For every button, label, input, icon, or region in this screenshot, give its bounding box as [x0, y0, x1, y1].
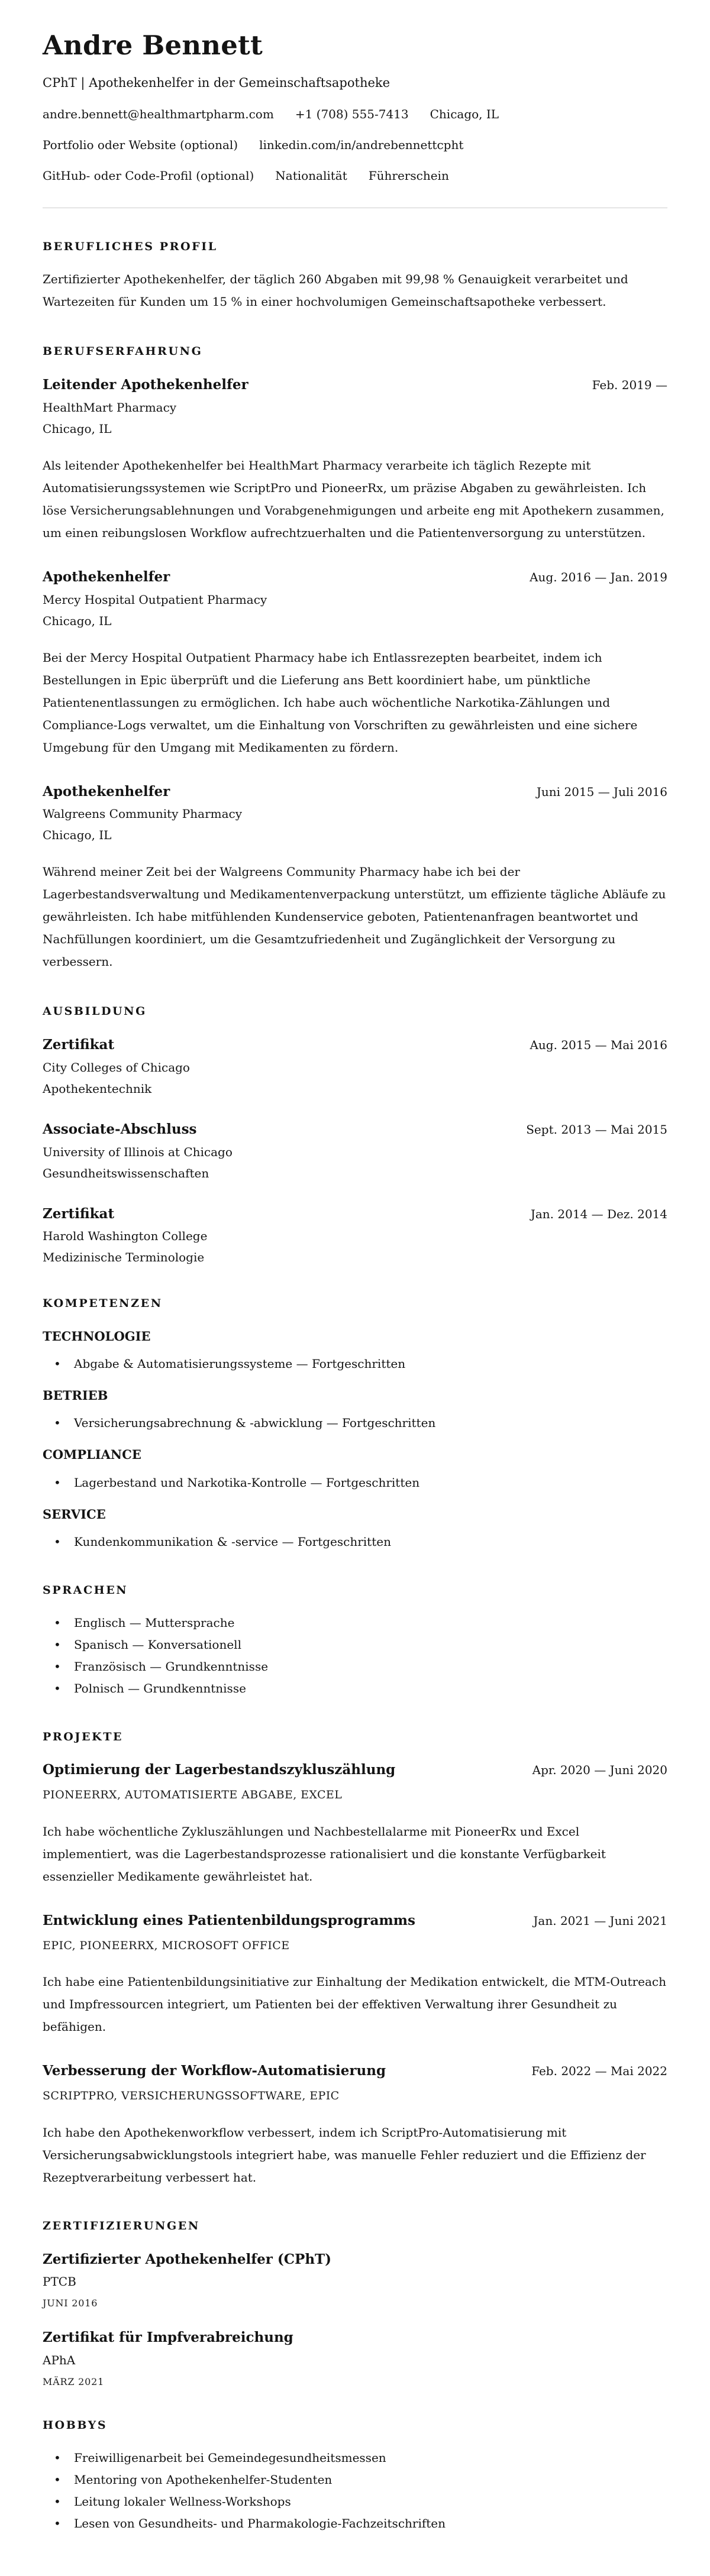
contact-row-3: [43, 169, 667, 183]
job-title: Apothekenhelfer: [43, 568, 170, 585]
job-title: Apothekenhelfer: [43, 783, 170, 800]
education-entry: [43, 1037, 667, 1096]
contact-row-1: [43, 107, 667, 122]
hobby-item: • Mentoring von Apothekenhelfer-Studenten: [43, 2469, 667, 2491]
education-entry: [43, 1206, 667, 1266]
project-date-range: Apr. 2020 — Juni 2020: [532, 1763, 667, 1778]
section-certifications-label: ZERTIFIZIERUNGEN: [43, 2219, 200, 2232]
language-item: • Polnisch — Grundkenntnisse: [43, 1678, 667, 1700]
education-date-range: Aug. 2015 — Mai 2016: [530, 1038, 667, 1053]
job-head: [43, 377, 667, 394]
skill-list: [43, 1531, 667, 1553]
certification-org: PTCB: [43, 2274, 76, 2289]
education-section: [43, 1005, 667, 1265]
language-list: [43, 1612, 667, 1700]
skill-group: [43, 1447, 667, 1493]
certification-date: JUNI 2016: [43, 2297, 98, 2309]
project-date-range: Feb. 2022 — Mai 2022: [531, 2064, 667, 2079]
education-head: [43, 1037, 667, 1054]
project-head: [43, 1912, 667, 1930]
language-item: • Spanisch — Konversationell: [43, 1634, 667, 1656]
certification-org: APhA: [43, 2353, 76, 2368]
degree-title: Zertifikat: [43, 1205, 115, 1222]
section-profile-label: BERUFLICHES PROFIL: [43, 240, 218, 253]
project-description: Ich habe eine Patientenbildungsinitiative zur Einhaltung der Medikation entwickelt, die MTM-Outreach und Impfressourcen integriert, um Patienten bei der effektiven Verwaltung ihrer Gesundheit zu befähigen.: [43, 1975, 666, 2034]
job-location: Chicago, IL: [43, 828, 112, 843]
language-item: • Englisch — Muttersprache: [43, 1612, 667, 1634]
project-tools: EPIC, PIONEERRX, MICROSOFT OFFICE: [43, 1939, 290, 1952]
skill-group-title: TECHNOLOGIE: [43, 1329, 151, 1344]
education-date-range: Jan. 2014 — Dez. 2014: [530, 1206, 667, 1221]
project-description: Ich habe den Apothekenworkflow verbessert, indem ich ScriptPro-Automatisierung mit Versicherungsabwicklungstools integriert habe, was manuelle Fehler reduziert und die Effizienz der Rezeptverarbeitung verbessert hat.: [43, 2125, 646, 2185]
degree-title: Zertifikat: [43, 1037, 115, 1053]
job-company: Mercy Hospital Outpatient Pharmacy: [43, 592, 267, 607]
project-entry: [43, 1762, 667, 1888]
candidate-name: Andre Bennett: [43, 30, 263, 61]
job-head: [43, 784, 667, 801]
project-head: [43, 2063, 667, 2080]
project-title: Optimierung der Lagerbestandszykluszählung: [43, 1762, 396, 1778]
hobbies-section: [43, 2419, 667, 2535]
skill-item: • Kundenkommunikation & -service — Fortgeschritten: [43, 1531, 667, 1553]
job-head: [43, 569, 667, 586]
resume-header: [43, 31, 667, 208]
contact-phone: +1 (708) 555-7413: [295, 106, 409, 121]
language-item: • Französisch — Grundkenntnisse: [43, 1656, 667, 1678]
job-entry: [43, 784, 667, 973]
section-skills-label: KOMPETENZEN: [43, 1297, 163, 1310]
project-tools: PIONEERRX, AUTOMATISIERTE ABGABE, EXCEL: [43, 1788, 343, 1802]
projects-section: [43, 1730, 667, 2189]
section-languages-label: SPRACHEN: [43, 1583, 128, 1597]
section-education-label: AUSBILDUNG: [43, 1005, 147, 1018]
project-head: [43, 1762, 667, 1779]
school-name: City Colleges of Chicago: [43, 1060, 190, 1075]
candidate-title: CPhT | Apothekenhelfer in der Gemeinschaftsapotheke: [43, 76, 390, 90]
job-location: Chicago, IL: [43, 613, 112, 628]
job-date-range: Feb. 2019 —: [592, 378, 667, 393]
contact-location: Chicago, IL: [430, 106, 499, 121]
job-entry: [43, 377, 667, 544]
contact-github-placeholder: GitHub- oder Code-Profil (optional): [43, 168, 254, 183]
skill-group-title: BETRIEB: [43, 1388, 108, 1403]
contact-drivers-license-label: Führerschein: [368, 168, 449, 183]
job-company: Walgreens Community Pharmacy: [43, 807, 243, 821]
skill-group-title: SERVICE: [43, 1506, 106, 1522]
contact-linkedin: linkedin.com/in/andrebennettcpht: [259, 137, 464, 152]
project-title: Verbesserung der Workflow-Automatisierung: [43, 2063, 386, 2079]
field-of-study: Gesundheitswissenschaften: [43, 1166, 209, 1180]
skill-item: • Abgabe & Automatisierungssysteme — Fortgeschritten: [43, 1353, 667, 1375]
skill-item: • Lagerbestand und Narkotika-Kontrolle — Fortgeschritten: [43, 1472, 667, 1494]
contact-email: andre.bennett@healthmartpharm.com: [43, 106, 274, 121]
skill-list: [43, 1472, 667, 1494]
skill-group: [43, 1329, 667, 1375]
skill-group: [43, 1388, 667, 1434]
job-description: Während meiner Zeit bei der Walgreens Community Pharmacy habe ich bei der Lagerbestandsverwaltung und Medikamentenverpackung unterstützt, um effiziente tägliche Abläufe zu gewährleisten. Ich habe mitfühlenden Kundenservice geboten, Patientenanfragen beantwortet und Nachfüllungen koordiniert, um die Gesamtzufriedenheit und Zugänglichkeit der Versorgung zu verbessern.: [43, 865, 666, 969]
job-title: Leitender Apothekenhelfer: [43, 377, 248, 393]
degree-title: Associate-Abschluss: [43, 1121, 197, 1137]
skill-group-title: COMPLIANCE: [43, 1447, 141, 1462]
job-location: Chicago, IL: [43, 421, 112, 436]
skill-item: • Versicherungsabrechnung & -abwicklung — Fortgeschritten: [43, 1412, 667, 1434]
section-hobbies-label: HOBBYS: [43, 2419, 108, 2432]
certification-entry: [43, 2251, 667, 2310]
certification-entry: [43, 2329, 667, 2388]
project-date-range: Jan. 2021 — Juni 2021: [533, 1913, 667, 1928]
contact-nationality-label: Nationalität: [275, 168, 347, 183]
job-entry: [43, 569, 667, 759]
hobby-item: • Lesen von Gesundheits- und Pharmakologie-Fachzeitschriften: [43, 2513, 667, 2535]
job-date-range: Aug. 2016 — Jan. 2019: [530, 569, 667, 584]
certification-title: Zertifizierter Apothekenhelfer (CPhT): [43, 2251, 332, 2267]
profile-summary: Zertifizierter Apothekenhelfer, der täglich 260 Abgaben mit 99,98 % Genauigkeit verarbeitet und Wartezeiten für Kunden um 15 % in einer hochvolumigen Gemeinschaftsapotheke verbessert.: [43, 272, 628, 309]
education-entry: [43, 1121, 667, 1181]
certification-date: MÄRZ 2021: [43, 2376, 105, 2388]
hobby-item: • Leitung lokaler Wellness-Workshops: [43, 2491, 667, 2513]
education-head: [43, 1121, 667, 1138]
languages-section: [43, 1584, 667, 1700]
education-head: [43, 1206, 667, 1223]
contact-portfolio-placeholder: Portfolio oder Website (optional): [43, 137, 238, 152]
field-of-study: Apothekentechnik: [43, 1081, 152, 1096]
project-description: Ich habe wöchentliche Zykluszählungen und Nachbestellalarme mit PioneerRx und Excel implementiert, was die Lagerbestandsprozesse rationalisiert und die konstante Verfügbarkeit essenzieller Medikamente gewährleistet hat.: [43, 1824, 606, 1884]
experience-section: [43, 345, 667, 973]
job-company: HealthMart Pharmacy: [43, 400, 177, 415]
project-title: Entwicklung eines Patientenbildungsprogramms: [43, 1912, 415, 1928]
section-experience-label: BERUFSERFAHRUNG: [43, 345, 203, 358]
school-name: University of Illinois at Chicago: [43, 1144, 233, 1159]
skills-section: [43, 1297, 667, 1553]
hobby-item: • Freiwilligenarbeit bei Gemeindegesundheitsmessen: [43, 2447, 667, 2469]
school-name: Harold Washington College: [43, 1229, 208, 1244]
job-description: Bei der Mercy Hospital Outpatient Pharmacy habe ich Entlassrezepten bearbeitet, indem ich Bestellungen in Epic überprüft und die Lieferung ans Bett koordiniert habe, um pünktliche Patientenentlassungen zu ermöglichen. Ich habe auch wöchentliche Narkotika-Zählungen und Compliance-Logs verwaltet, um die Einhaltung von Vorschriften zu gewährleisten und eine sichere Umgebung für den Umgang mit Medikamenten zu fördern.: [43, 650, 638, 755]
job-description: Als leitender Apothekenhelfer bei HealthMart Pharmacy verarbeite ich täglich Rezepte mit Automatisierungssystemen wie ScriptPro und PioneerRx, um präzise Abgaben zu gewährleisten. Ich löse Versicherungsablehnungen und Vorabgenehmigungen und arbeite eng mit Apothekern zusammen, um einen reibungslosen Workflow aufrechtzuerhalten und die Patientenversorgung zu unterstützen.: [43, 458, 664, 540]
job-date-range: Juni 2015 — Juli 2016: [536, 784, 667, 799]
profile-section: [43, 240, 667, 313]
certifications-section: [43, 2219, 667, 2388]
hobby-list: [43, 2447, 667, 2535]
project-tools: SCRIPTPRO, VERSICHERUNGSSOFTWARE, EPIC: [43, 2089, 340, 2103]
project-entry: [43, 1912, 667, 2038]
skill-list: [43, 1353, 667, 1375]
certification-title: Zertifikat für Impfverabreichung: [43, 2329, 293, 2346]
project-entry: [43, 2063, 667, 2189]
section-projects-label: PROJEKTE: [43, 1730, 124, 1743]
skill-group: [43, 1507, 667, 1553]
education-date-range: Sept. 2013 — Mai 2015: [526, 1122, 667, 1137]
skill-list: [43, 1412, 667, 1434]
field-of-study: Medizinische Terminologie: [43, 1250, 205, 1265]
contact-row-2: [43, 138, 667, 153]
